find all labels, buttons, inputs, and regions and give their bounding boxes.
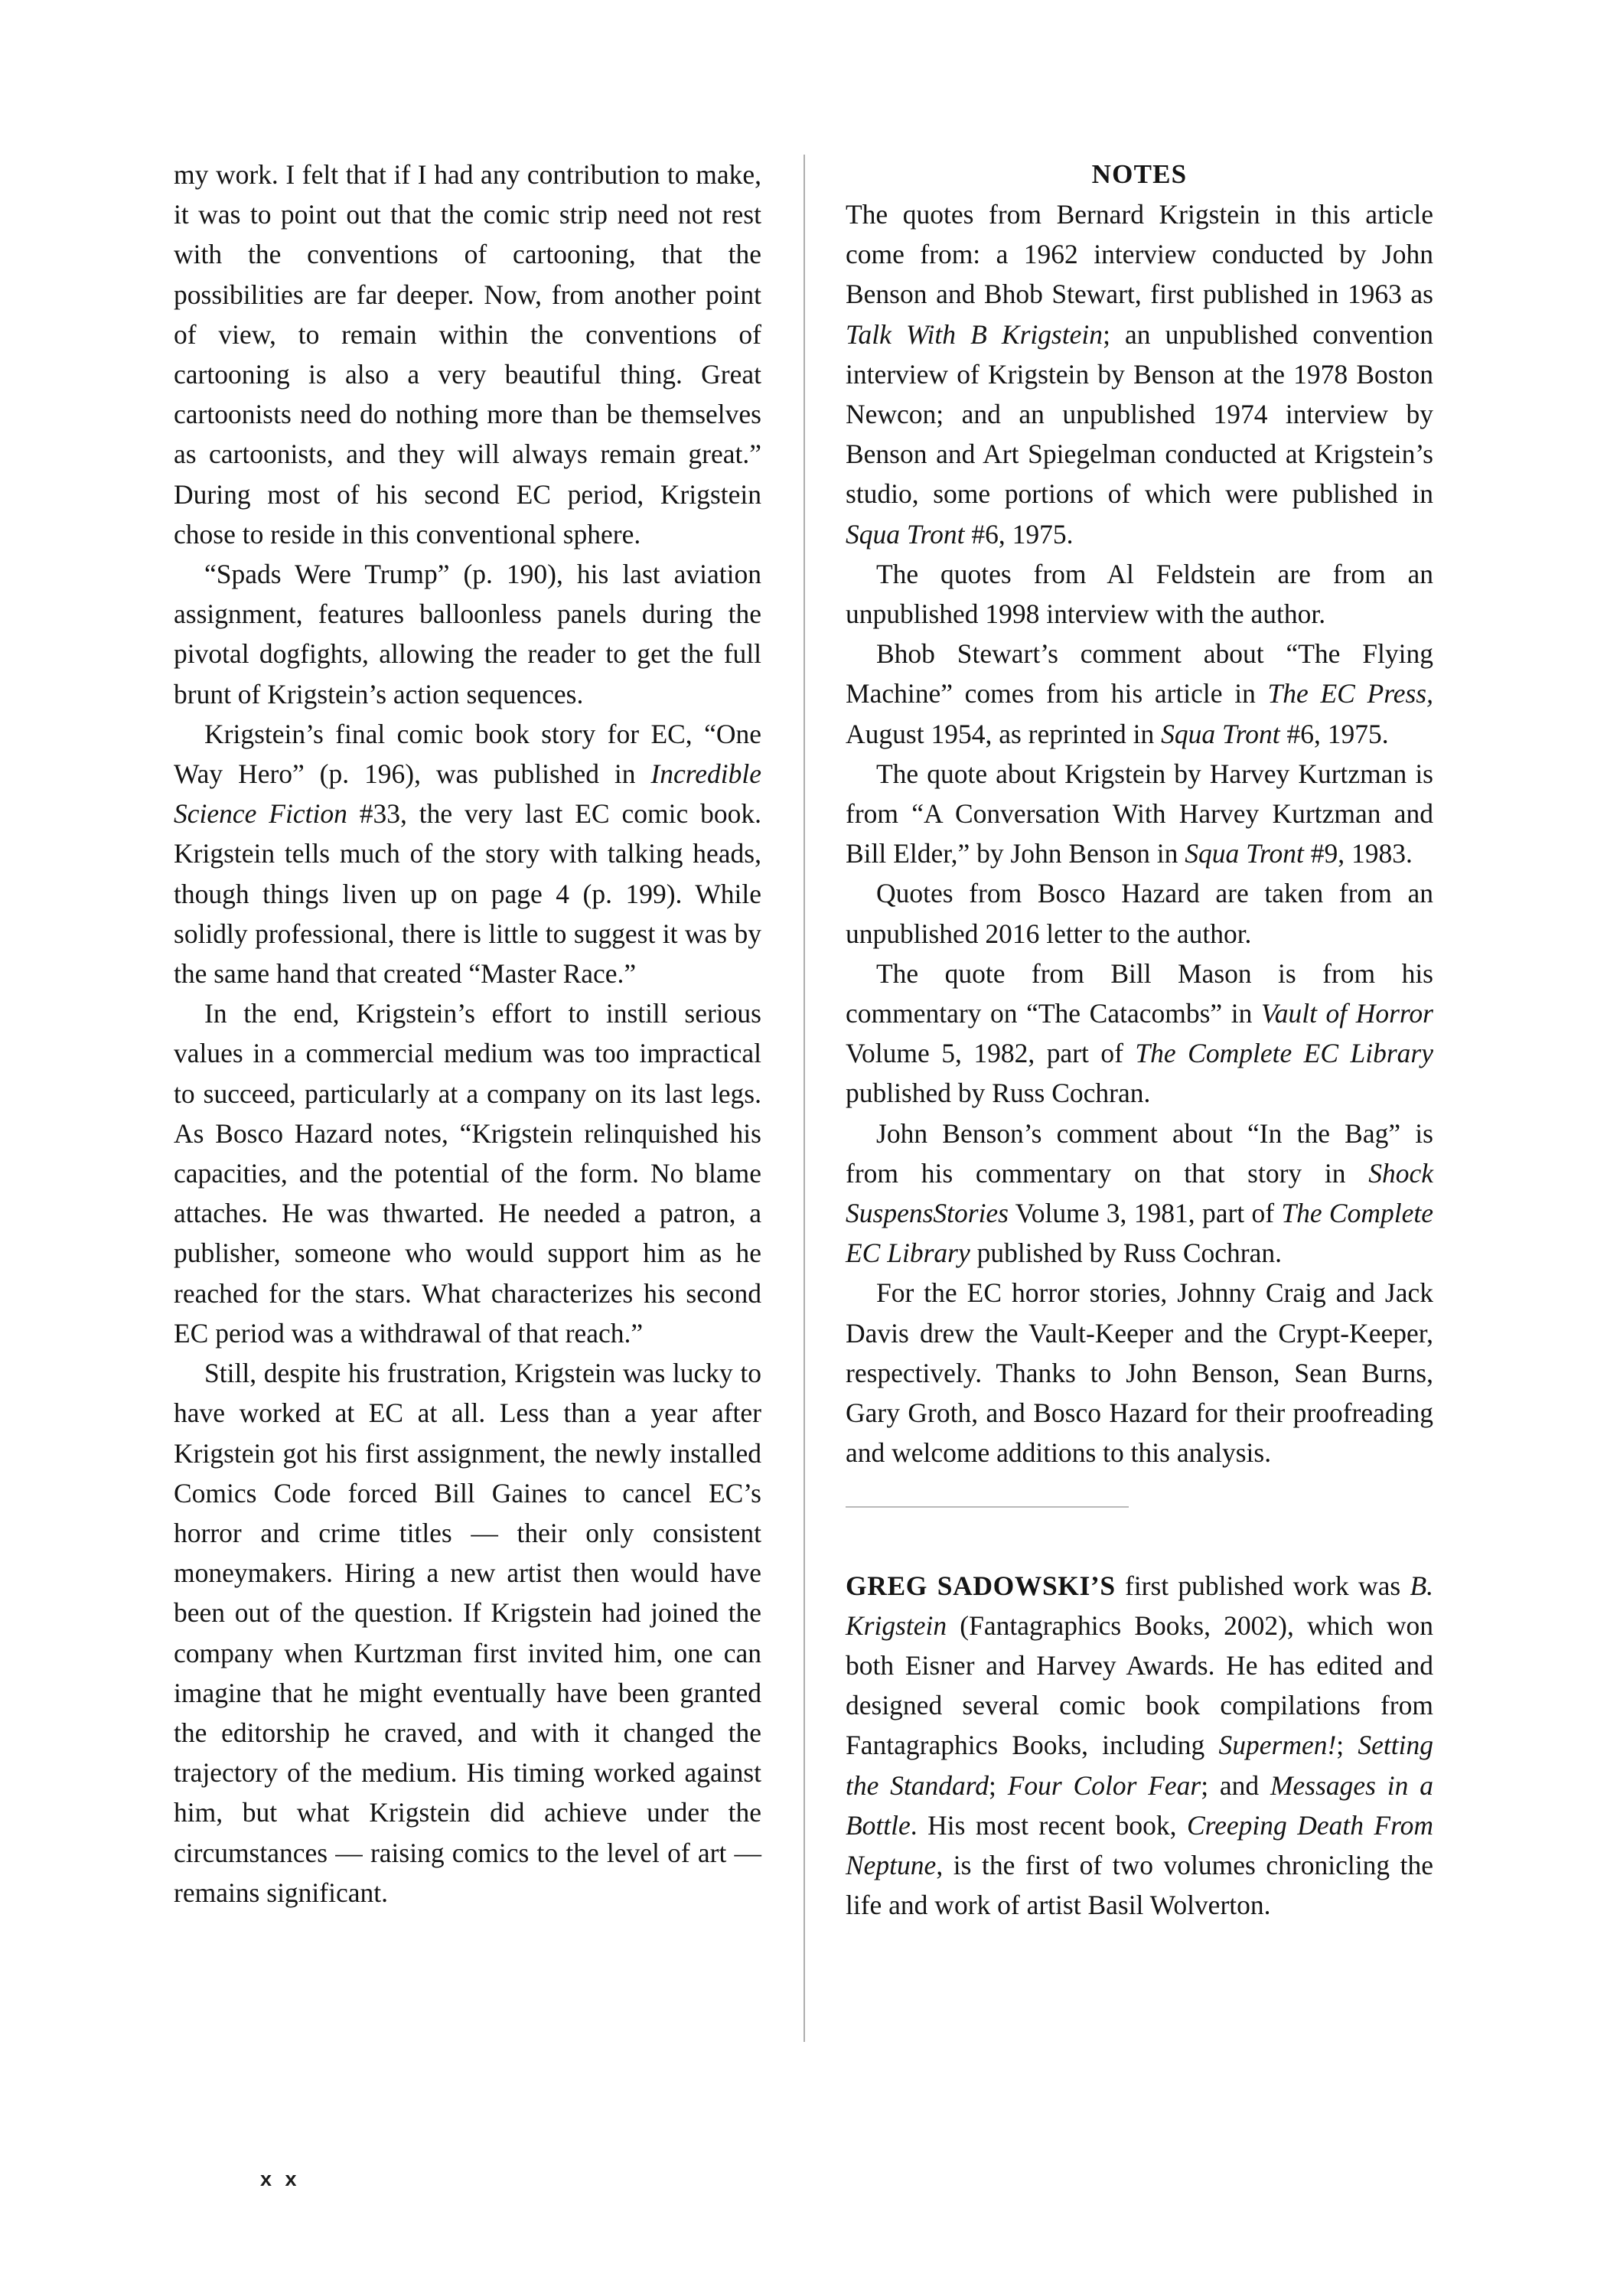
notes-heading: NOTES [1091, 159, 1188, 189]
text-run: Quotes from Bosco Hazard are taken from an unpublished 2016 letter to the author. [846, 878, 1433, 949]
paragraph [846, 754, 1433, 874]
text-run: In the end, Krigstein’s effort to instill serious values in a commercial medium was too impractical to succeed, particularly at a company on its last legs. As Bosco Hazard notes, “Krigstein relinquished his capacities, and the potential of the form. No blame attaches. He was thwarted. He needed a patron, a publisher, someone who would support him as he reached for the stars. What characterizes his second EC period was a withdrawal of that reach.” [174, 998, 761, 1349]
paragraph [846, 554, 1433, 634]
italic-title: Talk With B Krigstein [846, 318, 1103, 350]
paragraph [174, 993, 761, 1353]
text-run: ; [1336, 1730, 1358, 1761]
text-run: first published work was [1115, 1570, 1410, 1601]
italic-title: Setting the Standard [846, 1730, 1433, 1801]
text-run: , is the first of two volumes chronicling the life and work of artist Basil Wolverton. [846, 1849, 1433, 1921]
text-run: The quote about Krigstein by Harvey Kurtzman is from “A Conversation With Harvey Kurtzman and Bill Elder,” by John Benson in [846, 758, 1433, 869]
left-column-paragraphs [174, 155, 761, 1913]
text-run: Volume 3, 1981, part of [1009, 1198, 1282, 1229]
text-run: #6, 1975. [964, 518, 1074, 550]
text-run: For the EC horror stories, Johnny Craig and Jack Davis drew the Vault-Keeper and the Crypt-Keeper, respectively. Thanks to John Benson, Sean Burns, Gary Groth, and Bosco Hazard for their proofreading and welcome additions to this analysis. [846, 1277, 1433, 1469]
text-run: Still, despite his frustration, Krigstein was lucky to have worked at EC at all. Less than a year after Krigstein got his first assignment, the newly installed Comics Code forced Bill Gaines to cancel EC’s horror and crime titles — their only consistent moneymakers. Hiring a new artist then would have been out of the question. If Krigstein had joined the company when Kurtzman first invited him, one can imagine that he might eventually have been granted the editorship he craved, and with it changed the trajectory of the medium. His timing worked against him, but what Krigstein did achieve under the circumstances — raising comics to the level of art — remains significant. [174, 1358, 761, 1908]
text-run: ; an unpublished convention interview of Krigstein by Benson at the 1978 Boston Newcon; and an unpublished 1974 interview by Benson and Art Spiegelman conducted at Krigstein’s studio, some portions of which were published in [846, 318, 1433, 510]
italic-title: The Complete EC Library [1135, 1038, 1433, 1069]
text-run: #6, 1975. [1279, 718, 1389, 749]
text-run: Volume 5, 1982, part of [846, 1038, 1136, 1069]
text-run: August 1954, as reprinted in [846, 718, 1162, 749]
paragraph [846, 634, 1433, 754]
paragraph [174, 1353, 761, 1913]
italic-title: Four Color Fear [1007, 1769, 1201, 1801]
italic-title: The Complete EC Library [846, 1198, 1433, 1269]
text-run: “Spads Were Trump” (p. 190), his last aviation assignment, features balloonless panels during the pivotal dogfights, allowing the reader to get the full brunt of Krigstein’s action sequences. [174, 559, 761, 709]
text-run: my work. I felt that if I had any contribution to make, it was to point out that the comic strip need not rest with the conventions of cartooning, that the possibilities are far deeper. Now, from another point of view, to remain within the conventions of cartooning is also a very beautiful thing. Great cartoonists need do nothing more than be themselves as cartoonists, and they will always remain great.” During most of his second EC period, Krigstein chose to reside in this conventional sphere. [174, 159, 761, 550]
paragraph [846, 873, 1433, 953]
right-text-column [846, 155, 1433, 1925]
italic-title: Squa Tront [846, 518, 965, 550]
text-run: Krigstein’s final comic book story for EC, “One Way Hero” (p. 196), was published in [174, 718, 761, 790]
italic-title: Squa Tront [1185, 838, 1304, 869]
text-run: Bhob Stewart’s comment about “The Flying Machine” comes from his article in [846, 638, 1433, 709]
italic-title: The EC Press, [1267, 678, 1433, 709]
text-run: The quote from Bill Mason is from his commentary on “The Catacombs” in [846, 957, 1433, 1029]
text-run: #33, the very last EC comic book. Krigstein tells much of the story with talking heads, though things liven up on page 4 (p. 199). While solidly professional, there is little to suggest it was by the same hand that created “Master Race.” [174, 798, 761, 990]
text-run: ; [989, 1769, 1008, 1801]
paragraph [174, 155, 761, 554]
italic-title: Vault of Horror [1260, 998, 1433, 1029]
italic-title: Supermen! [1218, 1730, 1337, 1761]
author-bio-name: GREG SADOWSKI’S [846, 1570, 1116, 1601]
italic-title: Squa Tront [1161, 718, 1280, 749]
paragraph [846, 954, 1433, 1114]
text-run: The quotes from Bernard Krigstein in this article come from: a 1962 interview conducted by John Benson and Bhob Stewart, first published in 1963 as [846, 199, 1433, 310]
text-run: John Benson’s comment about “In the Bag” is from his commentary on that story in [846, 1117, 1433, 1189]
column-divider-rule [804, 155, 805, 2042]
italic-title: Shock SuspensStories [846, 1157, 1433, 1229]
italic-title: B. Krigstein [846, 1570, 1433, 1641]
paragraph [174, 714, 761, 993]
author-bio-paragraph [846, 1566, 1433, 1926]
notes-paragraphs [846, 194, 1433, 1473]
text-run: (Fantagraphics Books, 2002), which won both Eisner and Harvey Awards. He has edited and designed several comic book compilations from Fantagraphics Books, including [846, 1609, 1433, 1761]
left-text-column [174, 155, 761, 1913]
italic-title: Messages in a Bottle [846, 1769, 1433, 1841]
italic-title: Incredible Science Fiction [174, 758, 761, 830]
text-run: . His most recent book, [910, 1809, 1187, 1841]
italic-title: Creeping Death From Neptune [846, 1809, 1433, 1880]
paragraph [174, 554, 761, 714]
text-run: published by Russ Cochran. [846, 1078, 1151, 1109]
paragraph [846, 1114, 1433, 1274]
paragraph [846, 1273, 1433, 1473]
text-run: #9, 1983. [1303, 838, 1413, 869]
text-run: ; and [1201, 1769, 1270, 1801]
bio-separator-rule [846, 1506, 1129, 1508]
author-bio-body [846, 1570, 1433, 1921]
text-run: The quotes from Al Feldstein are from an unpublished 1998 interview with the author. [846, 558, 1433, 630]
text-run: published by Russ Cochran. [970, 1238, 1282, 1269]
paragraph [846, 194, 1433, 554]
page-folio: x x [260, 2167, 301, 2190]
